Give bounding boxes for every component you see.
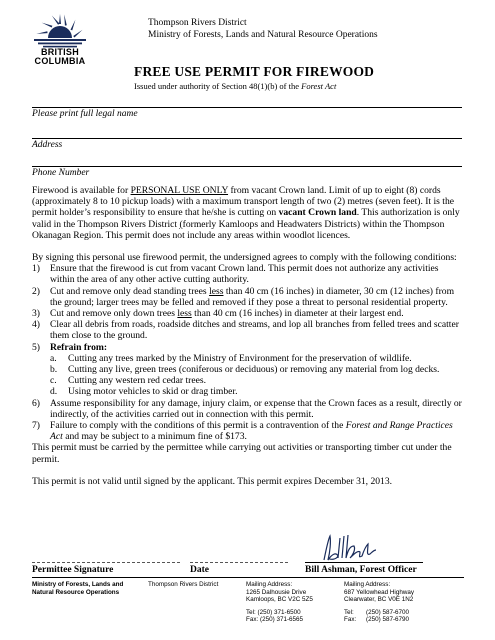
ministry-name: Ministry of Forests, Lands and Natural Resource Operations (148, 30, 378, 40)
condition-5: 5) Refrain from: a. Cutting any trees marked by the Ministry of Environment for the preservation of wildlife. b. Cutting any live, green trees (coniferous or deciduous) or removing any material from log decks. c. Cutting any western red cedar trees. d. Using motor vehicles to skid or drag timber. (32, 342, 464, 398)
permit-body (32, 185, 464, 487)
phone-label: Phone Number (32, 168, 90, 178)
header (148, 17, 378, 41)
sun-waves-icon (20, 10, 100, 48)
footer-kamloops-address: Mailing Address: 1265 Dalhousie Drive Kamloops, BC V2C 5Z5 Tel: (250) 371-6500 Fax: (250) 371-6565 (246, 581, 313, 624)
condition-6: 6) Assume responsibility for any damage, injury claim, or expense that the Crown faces as a result, directly or indirectly, of the activities carried out in connection with this permit. (32, 397, 462, 420)
name-line[interactable] (32, 107, 462, 108)
refrain-list (50, 353, 464, 398)
footer-district: Thompson Rivers District (148, 581, 219, 588)
issued-prefix: Issued under authority of Section 48(1)(b) of the (134, 81, 302, 91)
footer-clearwater-address: Mailing Address: 687 Yellowhead Highway Clearwater, BC V0E 1N2 Tel: (250) 587-6700 Fax: (250) 587-6790 (344, 581, 415, 624)
validity-paragraph: This permit is not valid until signed by the applicant. This permit expires December 31, 2013. (32, 475, 393, 487)
condition-3: 3) Cut and remove only down trees less than 40 cm (16 inches) in diameter at their largest end. (32, 308, 404, 320)
condition-2: 2) Cut and remove only dead standing trees less than 40 cm (16 inches) in diameter, 30 cm (12 inches) from the ground; larger trees may be felled and removed if they pose a threat to personal residential property. (32, 285, 455, 308)
permittee-signature-line[interactable] (32, 562, 180, 563)
address-line[interactable] (32, 138, 462, 139)
condition-4: 4) Clear all debris from roads, roadside ditches and streams, and lop all branches from felled trees and scatter them close to the ground. (32, 319, 459, 342)
logo-text-line1: BRITISH (40, 47, 80, 57)
bc-logo (20, 10, 100, 70)
logo-text-line2: COLUMBIA (34, 56, 86, 66)
date-label: Date (190, 565, 209, 575)
refrain-d: d. Using motor vehicles to skid or drag timber. (50, 386, 238, 398)
district-name: Thompson Rivers District (148, 18, 247, 28)
intro-paragraph: Firewood is available for PERSONAL USE ONLY from vacant Crown land. Limit of up to eight (8) cords (approximately 8 to 10 pickup loads) with a maximum transport length of two (2) metres (seven feet). It is the permit holder’s responsibility to ensure that he/she is cutting on vacant Crown land. This authorization is only valid in the Thompson Rivers District (formerly Kamloops and Headwaters Districts) within the Thompson Okanagan Region. This permit does not include any areas within woodlot licences. (32, 185, 460, 241)
date-line[interactable] (190, 562, 288, 563)
name-label: Please print full legal name (32, 109, 138, 119)
carry-paragraph: This permit must be carried by the permittee while carrying out activities or transporting timber cut under the permit. (32, 442, 452, 465)
page-title: FREE USE PERMIT FOR FIREWOOD (134, 64, 375, 79)
issued-authority (134, 81, 336, 91)
conditions-list (32, 263, 464, 442)
condition-1: 1) Ensure that the firewood is cut from vacant Crown land. This permit does not authorize any activities within the area of any other active cutting authority. (32, 263, 439, 286)
refrain-c: c. Cutting any western red cedar trees. (50, 375, 206, 387)
refrain-b: b. Cutting any live, green trees (coniferous or deciduous) or removing any material from log decks. (50, 364, 440, 376)
condition-7: 7) Failure to comply with the conditions of this permit is a contravention of the Forest and Range Practices Act and may be subject to a minimum fine of $173. (32, 420, 453, 443)
footer-org: Ministry of Forests, Lands and Natural Resource Operations (32, 581, 124, 596)
officer-signature-icon (318, 532, 378, 564)
logo-text (20, 48, 100, 66)
permittee-signature-label: Permittee Signature (32, 565, 114, 575)
phone-line[interactable] (32, 166, 462, 167)
issued-act: Forest Act (301, 81, 337, 91)
refrain-a: a. Cutting any trees marked by the Ministry of Environment for the preservation of wildlife. (50, 352, 412, 364)
agree-paragraph: By signing this personal use firewood permit, the undersigned agrees to comply with the following conditions: (32, 252, 457, 264)
footer-divider (32, 577, 464, 578)
address-label: Address (32, 140, 63, 150)
officer-label: Bill Ashman, Forest Officer (305, 565, 417, 575)
